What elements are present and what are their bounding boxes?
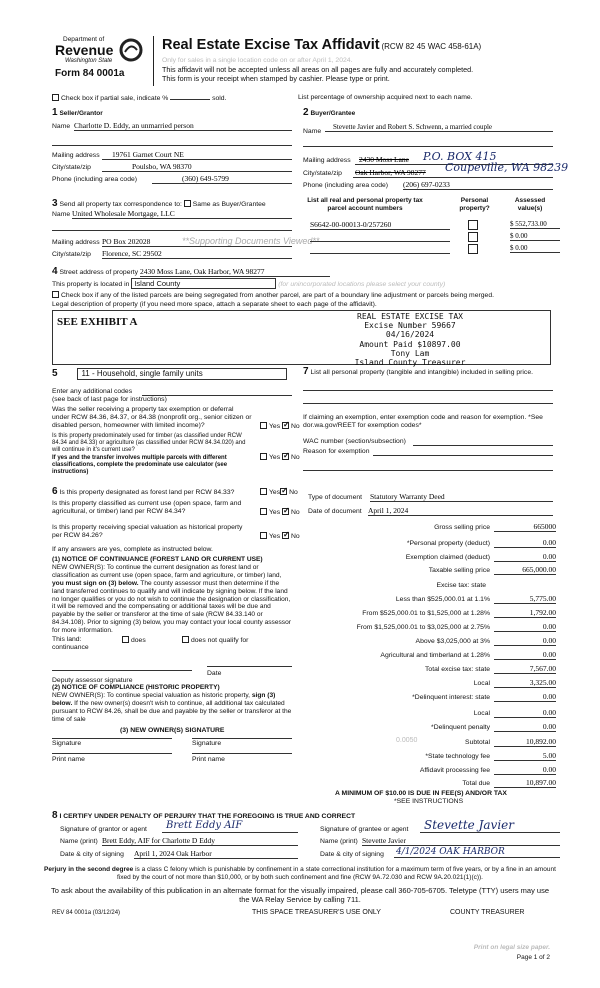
tax-corr-name-field[interactable]: United Wholesale Mortgage, LLC: [72, 209, 292, 219]
calc-value[interactable]: 0.00: [494, 552, 556, 562]
calc-label: Subtotal: [465, 739, 490, 746]
notice-1: This affidavit will not be accepted unless all areas on all pages are fully and accurately completed.: [162, 65, 474, 74]
calc-row: [300, 554, 556, 565]
page-title: [162, 37, 481, 54]
header-divider: [153, 36, 154, 86]
assessed-col-header: Assessed value(s): [514, 197, 546, 212]
grantor-date-row: Date & city of signing April 1, 2024 Oak Harbor: [60, 851, 300, 859]
buyer-mail-row: Mailing address 2430 Moss Lane P.O. BOX 415: [303, 157, 553, 165]
partial-sale-label: Check box if partial sale, indicate %: [61, 95, 169, 102]
forest-yes-checkbox[interactable]: [260, 488, 267, 495]
sec5-row: 5 11 - Household, single family units: [52, 368, 287, 380]
q2-no-checkbox[interactable]: [282, 453, 289, 460]
calc-value[interactable]: 1,792.00: [494, 608, 556, 618]
grantee-date-row: Date & city of signing 4/1/2024 OAK HARBOR: [320, 851, 560, 859]
calc-value[interactable]: 0.00: [494, 622, 556, 632]
form-number: Form 84 0001a: [55, 68, 125, 79]
calc-label: *Delinquent penalty: [431, 724, 490, 731]
sec7-line2: [303, 403, 553, 404]
calc-value[interactable]: 0.00: [494, 765, 556, 775]
notice-compliance: (2) NOTICE OF COMPLIANCE (HISTORIC PROPERTY) NEW OWNER(S): To continue special valuation as historic property, sign (3) below. If the new owner(s) doesn't wish to continue, all additional tax calculated pursuant to RCW 84.26, shall be due and payable by the seller or transferor at the time of sale: [52, 684, 292, 723]
parcel-number[interactable]: S6642-00-00013-0/257260: [310, 220, 450, 230]
new-owner-sig-row: Signature Signature Print name Print name: [52, 738, 292, 768]
property-street-field[interactable]: 2430 Moss Lane, Oak Harbor, WA 98277: [140, 267, 330, 277]
calc-row: [300, 739, 556, 750]
tax-corr-heading: 3 Send all property tax correspondence to: Same as Buyer/Grantee: [52, 198, 266, 209]
sec5-q2: Is this property predominately used for timber (as classified under RCW 84.34 and 84.33) or agriculture (as classified under RCW 84.34.020) and will continue in it's current use? If yes and the transfer involves multiple parcels with different classifications, complete the predominate use calculator (see instructions) Yes ✓ No: [52, 433, 302, 476]
legal-desc-label: Legal description of property (if you need more space, attach a separate sheet to each page of the affidavit).: [52, 301, 377, 308]
use-code-select[interactable]: 11 - Household, single family units: [77, 368, 287, 380]
tax-corr-mail-field[interactable]: PO Box 202028: [102, 237, 292, 247]
personal-property-checkbox[interactable]: [468, 244, 478, 254]
parcel-row-1: [310, 220, 560, 232]
grantor-signature[interactable]: Brett Eddy AIF: [166, 820, 243, 831]
calc-row: [300, 694, 556, 705]
calc-row: [300, 567, 556, 578]
unincorporated-note: (for unincorporated locations please select your county): [278, 281, 446, 288]
legal-paper-note: Print on legal size paper.: [473, 944, 550, 951]
certify-row: 8 I CERTIFY UNDER PENALTY OF PERJURY THAT THE FOREGOING IS TRUE AND CORRECT: [52, 810, 356, 821]
parcel-row-2: [310, 232, 560, 244]
calc-label: Agricultural and timberland at 1.28%: [380, 652, 490, 659]
parcel-col-header: List all real and personal property tax parcel account numbers: [307, 197, 423, 212]
calc-row: [300, 666, 556, 677]
tax-corr-mail-row: Mailing address PO Box 202028 **Supporting Documents Viewed**: [52, 236, 320, 246]
seller-heading: 1 Seller/Grantor: [52, 107, 103, 118]
calc-row: [300, 582, 556, 593]
tax-corr-name-line2: [52, 230, 292, 231]
seller-phone-row: Phone (including area code) (360) 649-5799: [52, 176, 292, 184]
calc-label: *Personal property (deduct): [406, 540, 490, 547]
calc-value[interactable]: 665,000.00: [494, 565, 556, 575]
calc-value[interactable]: 7,567.00: [494, 664, 556, 674]
grantee-date-field[interactable]: 4/1/2024 OAK HARBOR: [396, 847, 505, 857]
this-land-row: This land: does does not qualify for continuance: [52, 636, 249, 652]
calc-label: Total due: [462, 780, 490, 787]
calc-value[interactable]: 3,325.00: [494, 678, 556, 688]
buyer-mail-handwritten[interactable]: P.O. BOX 415: [423, 150, 497, 163]
seller-city-row: City/state/zip Poulsbo, WA 98370: [52, 164, 292, 172]
seller-phone-field[interactable]: (360) 649-5799: [152, 174, 292, 184]
seller-mail-field[interactable]: 19761 Garnet Court NE: [102, 150, 292, 160]
calc-value[interactable]: 10,892.00: [494, 737, 556, 747]
calc-label: *Delinquent interest: state: [412, 694, 490, 701]
title-statute: (RCW 82 45 WAC 458-61A): [381, 42, 482, 51]
sec5-q1: Was the seller receiving a property tax exemption or deferral under RCW 84.36, 84.37, or 84.38 (nonprofit org., senior citizen or disabled person, homeowner with limited income)? Yes ✓ No: [52, 406, 302, 430]
buyer-phone-field[interactable]: (206) 697-0233: [403, 180, 553, 190]
historic-no-checkbox[interactable]: [282, 532, 289, 539]
notice-2: This form is your receipt when stamped by cashier. Please type or print.: [162, 74, 390, 83]
calc-value[interactable]: 0.00: [494, 692, 556, 702]
sec7-row: 7 List all personal property (tangible and intangible) included in selling price.: [303, 366, 533, 377]
reason-line2: [303, 470, 553, 471]
seller-name-line2: [52, 145, 292, 146]
calc-row: [300, 724, 556, 735]
county-treasurer-label: COUNTY TREASURER: [450, 909, 525, 916]
doc-date-field[interactable]: April 1, 2024: [368, 506, 553, 516]
buyer-heading: 2 Buyer/Grantee: [303, 107, 356, 118]
rev-number: REV 84 0001a (03/12/24): [52, 910, 121, 916]
land-does-checkbox[interactable]: [122, 636, 129, 643]
local-rate: 0.0050: [396, 737, 418, 744]
property-located-row: This property is located in Island County (for unincorporated locations please select your county): [52, 279, 446, 288]
calc-label: Excise tax: state: [436, 582, 486, 589]
tax-corr-city-row: City/state/zip Florence, SC 29502: [52, 251, 292, 259]
calc-value[interactable]: [494, 580, 556, 589]
minimum-fee-note: A MINIMUM OF $10.00 IS DUE IN FEE(S) AND/OR TAX: [335, 790, 507, 797]
supporting-docs-note: **Supporting Documents Viewed**: [182, 236, 320, 246]
q1-no-checkbox[interactable]: [282, 422, 289, 429]
county-select[interactable]: Island County: [131, 278, 276, 289]
calc-row: [300, 753, 556, 764]
calc-label: *State technology fee: [425, 753, 490, 760]
exemption-label: If claiming an exemption, enter exemption code and reason for exemption. *See dor.wa.gov/REET for exemption codes*: [303, 414, 543, 430]
calc-row: [300, 596, 556, 607]
new-owner-sig-title: (3) NEW OWNER(S) SIGNATURE: [120, 727, 225, 734]
grantor-name-field[interactable]: Brett Eddy, AIF for Charlotte D Eddy: [102, 836, 298, 846]
current-use-yes-checkbox[interactable]: [260, 508, 267, 515]
if-yes-note: If any answers are yes, complete as instructed below.: [52, 546, 213, 553]
doc-date-row: Date of document April 1, 2024: [308, 508, 553, 516]
calc-row: [300, 680, 556, 691]
buyer-city-struck: Oak Harbor, WA 98277: [355, 168, 426, 177]
list-percentage-note: List percentage of ownership acquired next to each name.: [298, 94, 473, 101]
grantor-date-field[interactable]: April 1, 2024 Oak Harbor: [134, 849, 298, 859]
partial-sold-label: sold.: [212, 95, 227, 102]
segregated-row: Check box if any of the listed parcels are being segregated from another parcel, are part of a boundary line adjustment or parcels being merged.: [52, 291, 494, 300]
assessed-value[interactable]: $ 0.00: [510, 232, 560, 241]
seller-name-row: Name Charlotte D. Eddy, an unmarried person: [52, 123, 292, 131]
historic-yes-checkbox[interactable]: [260, 532, 267, 539]
calc-label: Total excise tax: state: [425, 666, 490, 673]
grantee-name-row: Name (print) Stevette Javier: [320, 838, 560, 846]
calc-value[interactable]: 0.00: [494, 650, 556, 660]
calc-row: [300, 624, 556, 635]
buyer-name-field[interactable]: Stevette Javier and Robert S. Schwenn, a married couple: [325, 123, 553, 132]
calc-value[interactable]: 10,897.00: [494, 778, 556, 788]
sec6-q3: Is this property receiving special valuation as historical property per RCW 84.26? Yes ✓ No: [52, 524, 302, 540]
calc-row: [300, 638, 556, 649]
wac-field[interactable]: [413, 438, 553, 446]
sec6-q1: 6 Is this property designated as forest land per RCW 84.33? Yes✓ No: [52, 486, 302, 498]
personal-property-checkbox[interactable]: [468, 220, 478, 230]
reason-field[interactable]: [373, 448, 553, 456]
perjury-notice: Perjury in the second degree is a class C felony which is punishable by confinement in a state correctional institution for a maximum term of five years, or by a fine in an amount fixed by the court of not more than $10,000, or by both such confinement and fine (RCW 9A.72.030 and RCW 9A.20.021(1)(c)).: [44, 866, 556, 881]
seller-name-field[interactable]: Charlotte D. Eddy, an unmarried person: [74, 121, 292, 131]
calc-value[interactable]: 0.00: [494, 636, 556, 646]
seller-mail-row: Mailing address 19761 Garnet Court NE: [52, 152, 292, 160]
parcel-row-3: [310, 244, 560, 256]
calc-row: [300, 610, 556, 621]
buyer-mail-struck: 2430 Moss Lane: [359, 155, 409, 164]
parcel-number[interactable]: [310, 244, 450, 254]
personal-col-header: Personal property?: [459, 197, 490, 212]
dept-line2: Revenue: [55, 42, 114, 58]
calc-row: [300, 767, 556, 778]
calc-label: Affidavit processing fee: [419, 767, 490, 774]
calc-label: Gross selling price: [434, 524, 490, 531]
forest-no-checkbox[interactable]: [280, 488, 287, 495]
calc-label: Taxable selling price: [428, 567, 490, 574]
calc-value[interactable]: 665000: [494, 522, 556, 532]
personal-property-checkbox[interactable]: [468, 232, 478, 242]
buyer-name-line2: [303, 146, 553, 147]
grantee-name-field[interactable]: Stevette Javier: [362, 836, 560, 846]
tax-corr-city-field[interactable]: Florence, SC 29502: [102, 249, 292, 259]
grantee-sig-row: Signature of grantee or agent Stevette Javier: [320, 826, 560, 834]
legal-desc-text: SEE EXHIBIT A: [57, 316, 138, 328]
segregated-checkbox[interactable]: [52, 291, 59, 298]
q1-yes-checkbox[interactable]: [260, 422, 267, 429]
grantor-name-row: Name (print) Brett Eddy, AIF for Charlotte D Eddy: [60, 838, 300, 846]
assessed-value[interactable]: $ 0.00: [510, 244, 560, 253]
calc-label: From $1,525,000.01 to $3,025,000 at 2.75%: [356, 624, 490, 631]
calc-label: From $525,000.01 to $1,525,000 at 1.28%: [362, 610, 490, 617]
calc-row: [300, 524, 556, 535]
calc-value[interactable]: 0.00: [494, 708, 556, 718]
revenue-swirl-icon: [119, 38, 143, 62]
dor-logo: [55, 36, 150, 86]
current-use-no-checkbox[interactable]: [282, 508, 289, 515]
buyer-city-row: City/state/zip Oak Harbor, WA 98277 Coupeville, WA 98239: [303, 161, 569, 177]
doc-type-field[interactable]: Statutory Warranty Deed: [370, 492, 553, 502]
calc-row: [300, 540, 556, 551]
sec7-line1: [303, 390, 553, 391]
see-instructions-note: *SEE INSTRUCTIONS: [394, 798, 464, 805]
additional-codes-field[interactable]: [142, 388, 292, 396]
page-number: Page 1 of 2: [516, 954, 550, 961]
grey-note: Only for sales in a single location code on or after April 1, 2024.: [162, 57, 353, 64]
calc-label: Above $3,025,000 at 3%: [415, 638, 490, 645]
buyer-city-handwritten[interactable]: Coupeville, WA 98239: [445, 161, 569, 174]
land-does-not-checkbox[interactable]: [182, 636, 189, 643]
treasurer-use-only: THIS SPACE TREASURER'S USE ONLY: [252, 909, 381, 916]
see-list-note: (see back of last page for instructions): [52, 396, 167, 403]
dept-line1: Department of: [63, 36, 105, 43]
treasurer-stamp: REAL ESTATE EXCISE TAX Excise Number 59667 04/16/2024 Amount Paid $10897.00 Tony Lam Island County Treasurer: [354, 312, 466, 367]
calc-label: Local: [473, 710, 490, 717]
tax-corr-name-row: Name United Wholesale Mortgage, LLC: [52, 211, 292, 219]
doc-type-row: Type of document Statutory Warranty Deed: [308, 494, 553, 502]
reason-row: Reason for exemption: [303, 448, 553, 456]
seller-city-field[interactable]: Poulsbo, WA 98370: [102, 162, 292, 172]
wac-row: WAC number (section/subsection): [303, 438, 553, 446]
title-text: Real Estate Excise Tax Affidavit: [162, 37, 380, 53]
partial-sale-checkbox[interactable]: [52, 94, 59, 101]
q2-yes-checkbox[interactable]: [260, 453, 267, 460]
same-as-buyer-checkbox[interactable]: [184, 200, 191, 207]
property-street-row: 4 Street address of property 2430 Moss Lane, Oak Harbor, WA 98277: [52, 266, 330, 278]
grantor-sig-row: Signature of grantor or agent Brett Eddy AIF: [60, 826, 300, 834]
sec6-q2: Is this property classified as current use (open space, farm and agricultural, or timber) land per RCW 84.34? Yes ✓ No: [52, 500, 302, 516]
calc-value[interactable]: 5,775.00: [494, 594, 556, 604]
dept-line3: Washington State: [65, 58, 113, 64]
alt-format-notice: To ask about the availability of this publication in an alternate format for the visually impaired, please call 360-705-6705. Teletype (TTY) users may use the WA Relay Service by calling 711.: [50, 886, 550, 904]
notice-continuance: (1) NOTICE OF CONTINUANCE (FOREST LAND OR CURRENT USE) NEW OWNER(S): To continue the current designation as forest land or classification as current use (open space, farm and agriculture, or timber) land, you must sign on (3) below. The county assessor must then determine if the land transferred continues to qualify and will indicate by signing below. If the land no longer qualifies or you do not wish to continue the designation or classification, it will be removed and the compensating or additional taxes will be due and payable by the seller or transferor at the time of sale (RCW 84.33.140 or 84.34.108). Prior to signing (3) below, you may contact your local county assessor for more information.: [52, 556, 291, 635]
additional-codes-label: Enter any additional codes: [52, 388, 292, 396]
assessed-value[interactable]: $ 552,733.00: [510, 220, 560, 229]
calc-label: Less than $525,000.01 at 1.1%: [395, 596, 490, 603]
partial-sale-row: [52, 94, 226, 103]
calc-label: Local: [473, 680, 490, 687]
deputy-sig-row: Deputy assessor signature Date: [52, 666, 292, 685]
grantee-signature[interactable]: Stevette Javier: [424, 818, 515, 832]
buyer-phone-row: Phone (including area code) (206) 697-0233: [303, 182, 553, 190]
calc-row: [300, 710, 556, 721]
calc-row: [300, 652, 556, 663]
calc-value[interactable]: 0.00: [494, 538, 556, 548]
calc-label: Exemption claimed (deduct): [405, 554, 490, 561]
parcel-number[interactable]: [310, 232, 450, 242]
calc-value[interactable]: 5.00: [494, 751, 556, 761]
calc-value[interactable]: 0.00: [494, 722, 556, 732]
buyer-name-row: Name Stevette Javier and Robert S. Schwenn, a married couple: [303, 128, 553, 136]
